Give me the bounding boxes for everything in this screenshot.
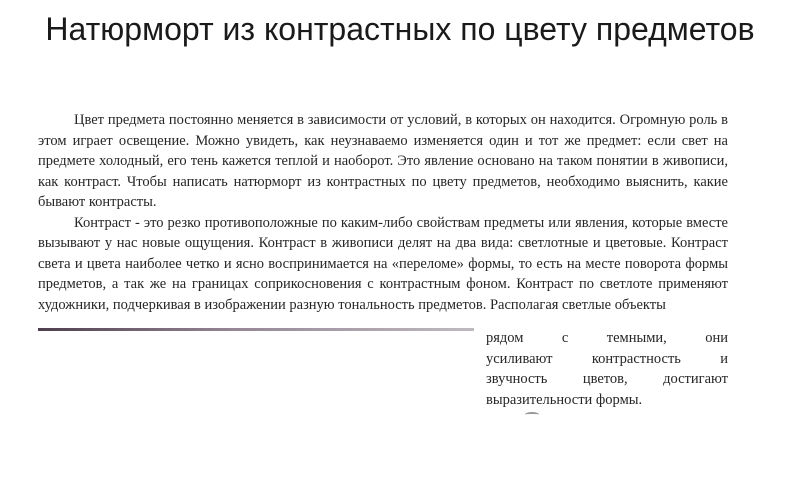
scan-artifact [525, 412, 539, 417]
continuation-line-4: выразительности формы. [486, 391, 643, 408]
continuation-line-3: звучность цветов, достигают [486, 371, 728, 387]
continuation-line-1: рядом с темными, они [486, 330, 728, 346]
paragraph-continuation [486, 328, 728, 410]
continuation-line-2: усиливают контрастность и [486, 350, 728, 367]
slide-title: Натюрморт из контрастных по цвету предметов [45, 11, 755, 47]
underline-stroke [38, 328, 474, 331]
paragraph-2: Контраст - это резко противоположные по каким-либо свойствам предметы или явления, которые вместе вызывают у нас новые ощущения. Контраст в живописи делят на два вида: светлотные и цветовые. Контраст света и цвета наиболее четко и ясно воспринимается на «переломе» формы, то есть на месте поворота формы предметов, а так же на границах соприкосновения с контрастным фоном. Контраст по светлоте применяют художники, подчеркивая в изображении разную тональность предметов. Располагая светлые объекты [38, 214, 728, 313]
paragraph-1: Цвет предмета постоянно меняется в зависимости от условий, в которых он находится. Огромную роль в этом играет освещение. Можно увидеть, как неузнаваемо изменяется один и тот же предмет: если свет на предмете холодный, его тень кажется теплой и наоборот. Это явление основано на таком понятии в живописи, как контраст. Чтобы написать натюрморт из контрастных по цвету предметов, необходимо выяснить, какие бывают контрасты. [38, 112, 728, 210]
body-text [38, 110, 728, 315]
